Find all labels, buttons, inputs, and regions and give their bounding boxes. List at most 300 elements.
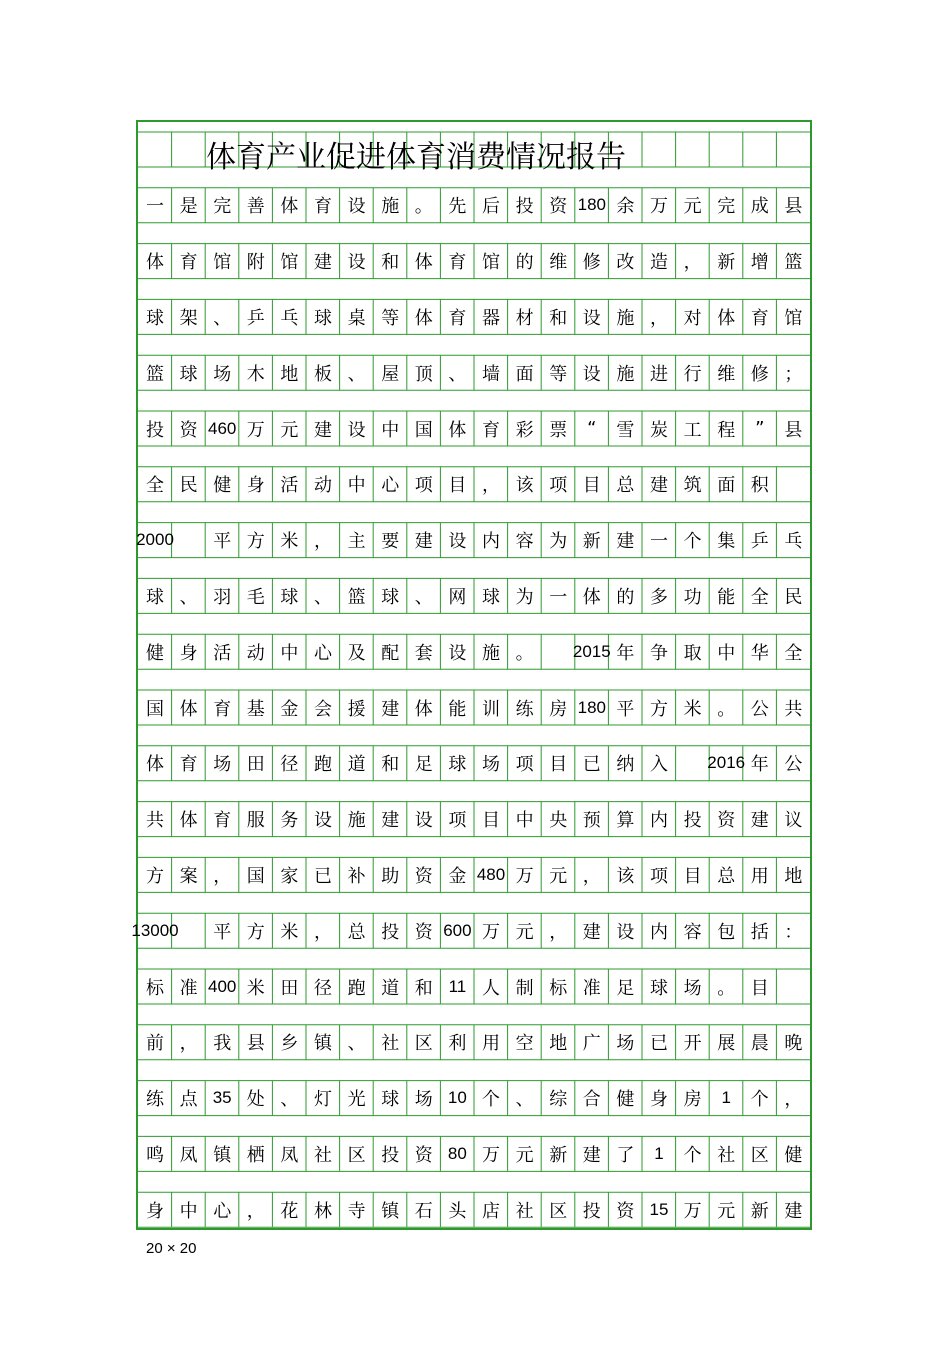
grid-char: 体 [179, 810, 198, 832]
grid-char: 为 [515, 586, 534, 608]
grid-char: 屋 [381, 363, 400, 385]
grid-char: 成 [750, 196, 769, 218]
grid-char: ， [246, 1200, 265, 1222]
grid-char: 已 [314, 865, 332, 887]
grid-char: 施 [482, 642, 500, 664]
grid-char: 羽 [213, 586, 232, 608]
grid-char: 、 [347, 363, 366, 385]
grid-char: 练 [515, 698, 534, 720]
grid-char: 球 [650, 977, 668, 999]
grid-char: “ [587, 418, 597, 439]
grid-char: 场 [683, 977, 702, 999]
grid-char: 元 [683, 196, 702, 218]
grid-char: 配 [381, 642, 400, 664]
grid-char: 育 [179, 252, 198, 274]
grid-char: 总 [717, 865, 736, 887]
grid-char: 增 [750, 252, 769, 274]
grid-char: 个 [482, 1089, 500, 1111]
grid-char: 中 [717, 642, 736, 664]
grid-char: 的 [515, 252, 534, 274]
grid-char: 施 [347, 810, 366, 832]
grid-char: 460 [208, 418, 237, 438]
grid-char: 田 [246, 754, 265, 776]
grid-char: 内 [482, 531, 500, 553]
grid-char: 社 [314, 1144, 332, 1166]
grid-char: 设 [347, 252, 366, 274]
grid-char: 晨 [750, 1033, 769, 1055]
grid-char: 个 [683, 531, 702, 553]
grid-char: 、 [280, 1089, 299, 1111]
grid-char: 平 [213, 531, 232, 553]
grid-char: 馆 [280, 252, 299, 274]
grid-char: 为 [549, 531, 568, 553]
grid-char: 房 [549, 698, 568, 720]
grid-char: 设 [347, 196, 366, 218]
grid-char: 资 [414, 1144, 433, 1166]
grid-char: ， [582, 865, 601, 887]
grid-char: 育 [448, 252, 467, 274]
grid-char: 先 [448, 196, 467, 218]
grid-char: 该 [515, 475, 534, 497]
grid-char: 80 [447, 1143, 467, 1163]
grid-char: 善 [246, 196, 265, 218]
grid-char: 项 [515, 754, 534, 776]
grid-char: 育 [314, 196, 332, 218]
grid-char: 预 [582, 810, 601, 832]
grid-char: 区 [347, 1144, 366, 1166]
grid-char: 建 [750, 810, 769, 832]
grid-char: 社 [515, 1200, 534, 1222]
grid-char: 方 [146, 865, 164, 887]
grid-char: 处 [246, 1089, 265, 1111]
grid-char: 项 [414, 475, 433, 497]
grid-char: 全 [146, 475, 164, 497]
grid-char: 建 [381, 810, 400, 832]
grid-char: 跑 [314, 754, 332, 776]
grid-char: 元 [280, 419, 299, 441]
grid-char: 方 [246, 921, 265, 943]
grid-char: 体 [414, 698, 433, 720]
grid-char: 总 [616, 475, 635, 497]
grid-char: 一 [549, 586, 568, 608]
grid-char: 造 [650, 252, 668, 274]
grid-char: 资 [414, 921, 433, 943]
grid-char: 凤 [280, 1144, 299, 1166]
grid-char: 项 [650, 865, 668, 887]
grid-char: 项 [549, 475, 568, 497]
grid-char: 店 [482, 1200, 500, 1222]
grid-char: 球 [314, 307, 332, 329]
grid-char: 地 [549, 1033, 568, 1055]
grid-char: ； [784, 363, 803, 385]
grid-char: 全 [784, 642, 803, 664]
grid-char: 炭 [650, 419, 668, 441]
grid-char: 13000 [131, 920, 179, 940]
grid-char: 体 [582, 586, 601, 608]
grid-char: 目 [448, 475, 467, 497]
grid-char: 房 [683, 1089, 702, 1111]
grid-char: 年 [616, 642, 635, 664]
grid-char: 一 [650, 531, 668, 553]
grid-char: 万 [482, 921, 500, 943]
grid-char: 石 [414, 1200, 433, 1222]
grid-char: 和 [549, 307, 568, 329]
grid-char: 公 [784, 754, 803, 776]
grid-char: 维 [717, 363, 736, 385]
grid-char: 训 [482, 698, 500, 720]
grid-char: 完 [717, 196, 736, 218]
grid-char: 体 [448, 419, 467, 441]
grid-char: 共 [146, 810, 164, 832]
grid-char: 要 [381, 531, 400, 553]
grid-char: 资 [717, 810, 736, 832]
grid-char: 设 [414, 810, 433, 832]
grid-char: 11 [448, 976, 467, 996]
grid-char: 会 [314, 698, 332, 720]
grid-char: 网 [448, 586, 467, 608]
grid-char: 国 [414, 419, 433, 441]
grid-char: 、 [347, 1033, 366, 1055]
grid-char: 180 [577, 697, 606, 717]
grid-char: 元 [515, 921, 534, 943]
grid-char: 育 [179, 754, 198, 776]
grid-char: 建 [414, 531, 433, 553]
grid-char: 球 [381, 586, 400, 608]
grid-char: 包 [717, 921, 736, 943]
grid-char: 投 [381, 1144, 400, 1166]
grid-char: 助 [381, 865, 400, 887]
grid-char: 球 [482, 586, 500, 608]
grid-char: 后 [482, 196, 500, 218]
grid-char: 施 [616, 307, 635, 329]
grid-char: 余 [616, 196, 635, 218]
grid-char: 容 [515, 531, 534, 553]
grid-char: 10 [447, 1088, 467, 1108]
grid-char: 架 [179, 307, 198, 329]
grid-char: 材 [515, 307, 534, 329]
grid-char: 社 [717, 1144, 736, 1166]
grid-char: 育 [482, 419, 500, 441]
grid-char: 入 [650, 754, 668, 776]
grid-char: 县 [784, 196, 803, 218]
grid-char: 球 [179, 363, 198, 385]
grid-char: 维 [549, 252, 568, 274]
grid-char: 道 [381, 977, 400, 999]
grid-char: 利 [448, 1033, 467, 1055]
grid-char: 万 [482, 1144, 500, 1166]
grid-char: 、 [515, 1089, 534, 1111]
grid-char: 开 [683, 1033, 702, 1055]
grid-char: 体 [717, 307, 736, 329]
grid-char: 180 [577, 195, 606, 215]
grid-char: 和 [381, 754, 400, 776]
grid-char: 施 [616, 363, 635, 385]
grid-char: 跑 [347, 977, 366, 999]
grid-char: 场 [414, 1089, 433, 1111]
grid-char: 身 [246, 475, 265, 497]
grid-char: 是 [179, 196, 198, 218]
grid-char: 已 [650, 1033, 668, 1055]
grid-char: 建 [616, 531, 635, 553]
grid-char: 馆 [784, 307, 803, 329]
grid-char: 地 [280, 363, 299, 385]
grid-char: 民 [179, 475, 198, 497]
grid-char: 县 [784, 419, 803, 441]
grid-char: 投 [381, 921, 400, 943]
grid-char: 篮 [146, 363, 164, 385]
grid-char: 案 [179, 865, 198, 887]
grid-char: ， [650, 307, 668, 329]
grid-char: ： [784, 921, 803, 943]
grid-char: 万 [246, 419, 265, 441]
grid-char: ， [549, 921, 568, 943]
grid-lines [131, 122, 810, 1228]
grid-char: 径 [280, 754, 299, 776]
grid-char: 制 [515, 977, 534, 999]
grid-char: 设 [448, 531, 467, 553]
grid-char: 心 [314, 642, 332, 664]
grid-char: 身 [650, 1089, 668, 1111]
grid-char: 镇 [381, 1200, 400, 1222]
grid-char: 积 [750, 475, 769, 497]
grid-char: 补 [347, 865, 366, 887]
grid-char: 设 [347, 419, 366, 441]
grid-char: 标 [146, 977, 164, 999]
grid-char: 对 [683, 307, 702, 329]
grid-char: 新 [549, 1144, 568, 1166]
grid-char: 修 [582, 252, 601, 274]
grid-char: 建 [582, 1144, 601, 1166]
grid-char: 设 [314, 810, 332, 832]
grid-char: 乡 [280, 1033, 299, 1055]
grid-char: 建 [314, 419, 332, 441]
grid-char: 设 [616, 921, 635, 943]
grid-char: 投 [515, 196, 534, 218]
grid-char: 动 [246, 642, 265, 664]
grid-char: 空 [515, 1033, 534, 1055]
grid-char: 35 [212, 1088, 232, 1108]
grid-char: 体 [146, 754, 164, 776]
grid-char: 用 [750, 865, 769, 887]
grid-char: 器 [482, 307, 500, 329]
grid-char: ， [683, 252, 702, 274]
grid-char: 顶 [414, 363, 433, 385]
grid-char: 一 [146, 196, 164, 218]
grid-char: 、 [314, 586, 332, 608]
grid-char: 个 [750, 1089, 769, 1111]
grid-char: 设 [582, 307, 601, 329]
grid-char: 木 [246, 363, 265, 385]
grid-char: ， [213, 865, 232, 887]
grid-char: 、 [448, 363, 467, 385]
grid-char: 身 [146, 1200, 164, 1222]
grid-char: 投 [582, 1200, 601, 1222]
grid-char: 身 [179, 642, 198, 664]
grid-char: 栖 [246, 1144, 265, 1166]
grid-char: 乓 [784, 531, 803, 553]
grid-char: 场 [616, 1033, 635, 1055]
grid-char: 2016 [707, 753, 746, 773]
grid-char: 总 [347, 921, 366, 943]
grid-char: 建 [314, 252, 332, 274]
grid-char: 国 [246, 865, 265, 887]
grid-char: 径 [314, 977, 332, 999]
grid-char: 。 [717, 698, 736, 720]
grid-char: 凤 [179, 1144, 198, 1166]
manuscript-paper [131, 120, 812, 1230]
grid-char: ， [784, 1089, 803, 1111]
grid-char: 人 [482, 977, 500, 999]
grid-char: 寺 [347, 1200, 366, 1222]
grid-char: 健 [616, 1089, 635, 1111]
grid-char: 纳 [616, 754, 635, 776]
grid-char: 板 [314, 363, 332, 385]
grid-char: 新 [750, 1200, 769, 1222]
grid-char: 乒 [246, 307, 265, 329]
grid-char: 元 [717, 1200, 736, 1222]
grid-char: 附 [246, 252, 265, 274]
grid-char: 平 [616, 698, 635, 720]
grid-char: 能 [717, 586, 736, 608]
grid-char: 面 [717, 475, 736, 497]
grid-char: 、 [414, 586, 433, 608]
grid-char: 我 [213, 1033, 232, 1055]
grid-char: 1 [721, 1088, 731, 1108]
grid-char: 的 [616, 586, 635, 608]
grid-char: 务 [280, 810, 299, 832]
grid-char: 元 [515, 1144, 534, 1166]
grid-char: 目 [582, 475, 601, 497]
grid-char: 万 [650, 196, 668, 218]
grid-char: 田 [280, 977, 299, 999]
grid-char: 球 [381, 1089, 400, 1111]
grid-char: 480 [476, 864, 506, 884]
grid-char: 场 [213, 754, 232, 776]
grid-char: 取 [683, 642, 702, 664]
grid-char: 场 [213, 363, 232, 385]
grid-char: 彩 [515, 419, 534, 441]
grid-char: 体 [179, 698, 198, 720]
grid-char: 金 [280, 698, 299, 720]
grid-char: 国 [146, 698, 164, 720]
grid-char: 头 [448, 1200, 467, 1222]
grid-char: 改 [616, 252, 635, 274]
grid-char: 桌 [347, 307, 366, 329]
grid-char: 程 [717, 419, 736, 441]
grid-char: 镇 [314, 1033, 332, 1055]
grid-char: 建 [381, 698, 400, 720]
grid-char: 设 [582, 363, 601, 385]
grid-char: 资 [414, 865, 433, 887]
grid-char: 1 [654, 1143, 664, 1163]
grid-char: 育 [750, 307, 769, 329]
grid-char: 2000 [136, 530, 174, 550]
grid-char: 平 [213, 921, 232, 943]
grid-char: 体 [414, 252, 433, 274]
grid-char: 足 [616, 977, 635, 999]
grid-char: 建 [784, 1200, 803, 1222]
grid-char: 道 [347, 754, 366, 776]
grid-char: 篮 [347, 586, 366, 608]
grid-char: 集 [717, 531, 736, 553]
grid-char: 建 [650, 475, 668, 497]
grid-char: 准 [582, 977, 601, 999]
grid-char: 和 [381, 252, 400, 274]
grid-char: 方 [246, 531, 265, 553]
grid-char: 鸣 [146, 1144, 164, 1166]
grid-char: 华 [750, 642, 769, 664]
grid-char: 中 [280, 642, 299, 664]
grid-char: 镇 [213, 1144, 232, 1166]
grid-char: 晚 [784, 1033, 803, 1055]
grid-char: 心 [381, 475, 400, 497]
grid-char: 央 [549, 810, 568, 832]
grid-char: ， [482, 475, 500, 497]
grid-char: 米 [246, 977, 265, 999]
grid-char: 已 [582, 754, 601, 776]
grid-char: 活 [280, 475, 299, 497]
grid-char: 目 [750, 977, 769, 999]
grid-char: 中 [179, 1200, 198, 1222]
grid-char: 社 [381, 1033, 400, 1055]
grid-char: 中 [381, 419, 400, 441]
grid-char: 议 [784, 810, 803, 832]
grid-char: 馆 [213, 252, 232, 274]
grid-char: 内 [650, 810, 668, 832]
grid-char: 筑 [683, 475, 702, 497]
grid-char: 健 [784, 1144, 803, 1166]
grid-char: 套 [414, 642, 433, 664]
grid-char: 目 [549, 754, 568, 776]
grid-char: 篮 [784, 252, 803, 274]
grid-char: 投 [146, 419, 164, 441]
grid-char: 体 [414, 307, 433, 329]
grid-char: 修 [750, 363, 769, 385]
grid-char: 健 [213, 475, 232, 497]
grid-char: 用 [482, 1033, 500, 1055]
grid-char: 资 [616, 1200, 635, 1222]
grid-char: 15 [649, 1199, 669, 1219]
grid-char: 球 [280, 586, 299, 608]
grid-char: 民 [784, 586, 803, 608]
grid-char: 进 [650, 363, 668, 385]
grid-char: 、 [213, 307, 232, 329]
grid-char: 、 [179, 586, 198, 608]
grid-char: 资 [549, 196, 568, 218]
grid-char: 功 [683, 586, 702, 608]
grid-char: 育 [213, 810, 232, 832]
grid-char: 区 [750, 1144, 769, 1166]
grid-char: 目 [683, 865, 702, 887]
document-title: 体育产业促进体育消费情况报告 [206, 140, 626, 175]
grid-char: 。 [414, 196, 433, 218]
grid-char: 资 [179, 419, 198, 441]
grid-char: 及 [347, 642, 366, 664]
grid-char: 区 [414, 1033, 433, 1055]
grid-char: 毛 [246, 586, 265, 608]
grid-char: 等 [549, 363, 568, 385]
grid-char: 林 [314, 1200, 332, 1222]
grid-char: ， [314, 531, 332, 553]
grid-char: 算 [616, 810, 635, 832]
grid-char: 米 [280, 921, 299, 943]
grid-char: 主 [347, 531, 366, 553]
grid-char: 地 [784, 865, 803, 887]
grid-char: 新 [717, 252, 736, 274]
grid-char: 体 [146, 252, 164, 274]
grid-char: 和 [414, 977, 433, 999]
grid-char: 标 [549, 977, 568, 999]
